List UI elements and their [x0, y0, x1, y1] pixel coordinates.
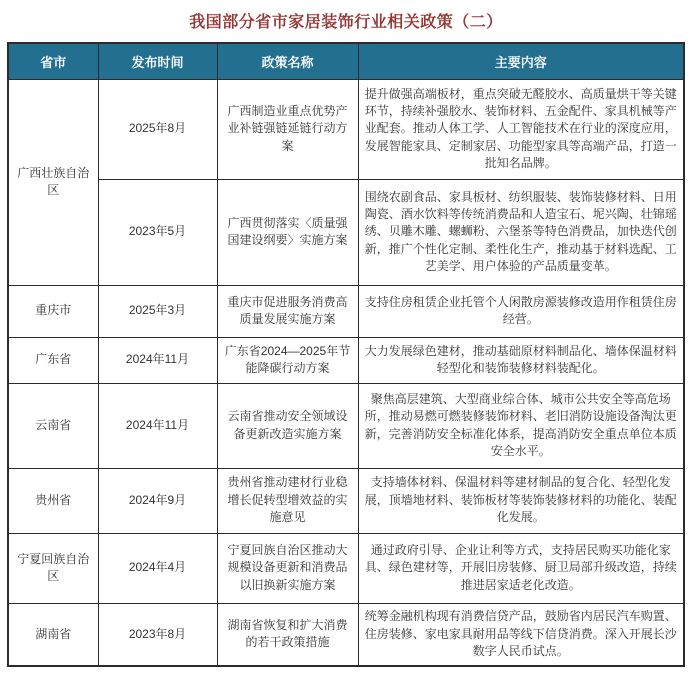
cell-date: 2024年4月 [98, 533, 217, 603]
cell-content: 支持墙体材料、保温材料等建材制品的复合化、轻型化发展，顶墙地材料、装饰板材等装饰装修材料的功能化、装配化发展。 [358, 468, 684, 533]
cell-date: 2025年8月 [98, 79, 217, 179]
cell-policy: 云南省推动安全领域设备更新改造实施方案 [217, 383, 358, 468]
cell-province-ningxia: 宁夏回族自治区 [8, 533, 98, 603]
cell-date: 2023年5月 [98, 179, 217, 285]
cell-policy: 广西贯彻落实〈质量强国建设纲要〉实施方案 [217, 179, 358, 285]
cell-content: 支持住房租赁企业托管个人闲散房源装修改造用作租赁住房经营。 [358, 285, 684, 337]
cell-content: 提升做强高端板材，重点突破无醛胶水、高质量烘干等关键环节，持续补强胶水、装饰材料、五金配件、家具机械等产业配套。推动人体工学、人工智能技术在行业的深度应用，发展智能家具、定制家居、功能型家具等高端产品，打造一批知名品牌。 [358, 79, 684, 179]
column-header-date: 发布时间 [98, 43, 217, 79]
page-title: 我国部分省市家居装饰行业相关政策（二） [189, 14, 503, 31]
cell-content: 大力发展绿色建材，推动基础原材料制品化、墙体保温材料轻型化和装饰装修材料装配化。 [358, 337, 684, 383]
cell-content: 通过政府引导、企业让利等方式，支持居民购买功能化家具、绿色建材等，开展旧房装修、厨卫局部升级改造，持续推进居家适老化改造。 [358, 533, 684, 603]
cell-province-guangdong: 广东省 [8, 337, 98, 383]
column-header-content: 主要内容 [358, 43, 684, 79]
table-row [8, 285, 684, 337]
table-row [8, 383, 684, 468]
table-row [8, 179, 684, 285]
cell-policy: 宁夏回族自治区推动大规模设备更新和消费品以旧换新实施方案 [217, 533, 358, 603]
policy-table [7, 42, 685, 667]
cell-policy: 湖南省恢复和扩大消费的若干政策措施 [217, 603, 358, 666]
column-header-policy: 政策名称 [217, 43, 358, 79]
table-row [8, 79, 684, 179]
table-row [8, 533, 684, 603]
cell-policy: 贵州省推动建材行业稳增长促转型增效益的实施意见 [217, 468, 358, 533]
cell-content: 围绕农副食品、家具板材、纺织服装、装饰装修材料、日用陶瓷、酒水饮料等传统消费品和人造宝石、坭兴陶、壮锦瑶绣、贝雕木雕、螺蛳粉、六堡茶等特色消费品，加快迭代创新，推广个性化定制、柔性化生产，推动基于材料选配、工艺美学、用户体验的产品质量变革。 [358, 179, 684, 285]
table-row [8, 337, 684, 383]
cell-content: 聚焦高层建筑、大型商业综合体、城市公共安全等高危场所，推动易燃可燃装修装饰材料、老旧消防设施设备淘汰更新，完善消防安全标准化体系，提高消防安全重点单位本质安全水平。 [358, 383, 684, 468]
cell-province-guizhou: 贵州省 [8, 468, 98, 533]
cell-date: 2025年3月 [98, 285, 217, 337]
cell-content: 统筹金融机构现有消费信贷产品，鼓励省内居民汽车购置、住房装修、家电家具耐用品等线下信贷消费。深入开展长沙数字人民币试点。 [358, 603, 684, 666]
cell-date: 2023年8月 [98, 603, 217, 666]
cell-date: 2024年11月 [98, 337, 217, 383]
cell-policy: 广东省2024—2025年节能降碳行动方案 [217, 337, 358, 383]
cell-policy: 重庆市促进服务消费高质量发展实施方案 [217, 285, 358, 337]
cell-province-hunan: 湖南省 [8, 603, 98, 666]
cell-province-chongqing: 重庆市 [8, 285, 98, 337]
cell-province-guangxi: 广西壮族自治区 [8, 79, 98, 285]
cell-province-yunnan: 云南省 [8, 383, 98, 468]
table-header-row [8, 43, 684, 79]
table-row [8, 468, 684, 533]
cell-policy: 广西制造业重点优势产业补链强链延链行动方案 [217, 79, 358, 179]
table-row [8, 603, 684, 666]
cell-date: 2024年9月 [98, 468, 217, 533]
column-header-province: 省市 [8, 43, 98, 79]
cell-date: 2024年11月 [98, 383, 217, 468]
